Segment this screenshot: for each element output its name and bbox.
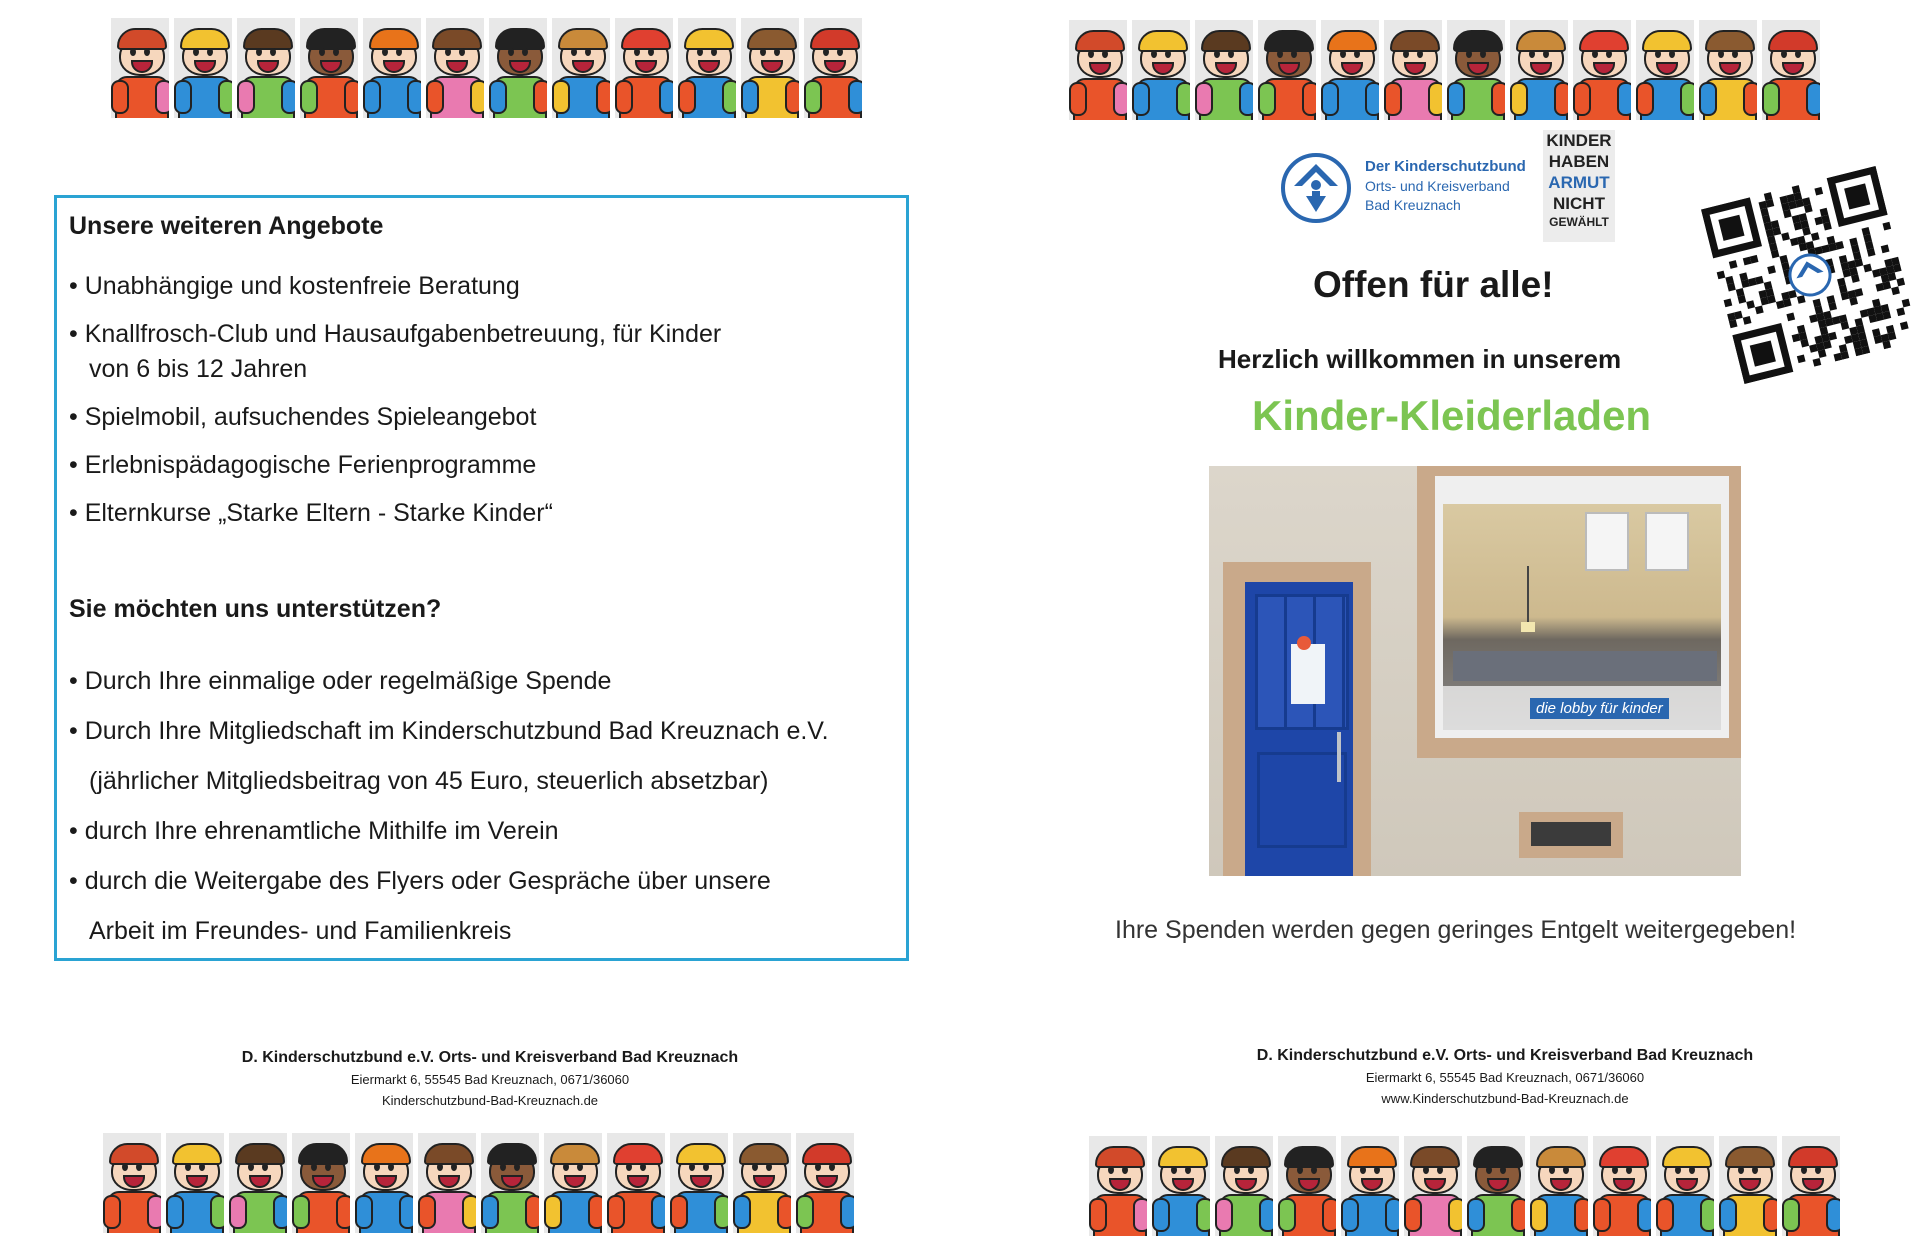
kids-banner-bottom-left: [103, 1133, 859, 1233]
kid-figure-icon: [1593, 1136, 1651, 1236]
kid-figure-icon: [733, 1133, 791, 1233]
kid-figure-icon: [237, 18, 295, 118]
kid-figure-icon: [1069, 20, 1127, 120]
badge-line: HABEN: [1548, 152, 1610, 171]
kid-figure-icon: [166, 1133, 224, 1233]
kid-figure-icon: [1152, 1136, 1210, 1236]
kids-banner-top-left: [111, 18, 867, 118]
footer-address: Eiermarkt 6, 55545 Bad Kreuznach, 0671/36060: [1365, 1070, 1645, 1085]
support-item: • Durch Ihre einmalige oder regelmäßige Spende: [69, 667, 612, 695]
support-item: • Durch Ihre Mitgliedschaft im Kinderschutzbund Bad Kreuznach e.V.: [69, 717, 829, 745]
kid-figure-icon: [1699, 20, 1757, 120]
window-sign: die lobby für kinder: [1530, 698, 1669, 719]
offers-box: [54, 195, 909, 961]
welcome-text: Herzlich willkommen in unserem: [1218, 344, 1622, 374]
kid-figure-icon: [355, 1133, 413, 1233]
footer-right: [1145, 1045, 1865, 1109]
donation-note: Ihre Spenden werden gegen geringes Entgelt weitergegeben!: [1115, 916, 1797, 944]
kid-figure-icon: [1530, 1136, 1588, 1236]
badge-line: GEWÄHLT: [1549, 215, 1609, 229]
kinderschutzbund-logo-icon: [1280, 152, 1352, 224]
blue-door: [1245, 582, 1353, 876]
footer-web[interactable]: www.Kinderschutzbund-Bad-Kreuznach.de: [1381, 1091, 1629, 1106]
kid-figure-icon: [1447, 20, 1505, 120]
kid-figure-icon: [1404, 1136, 1462, 1236]
logo-line2: Orts- und Kreisverband: [1365, 178, 1510, 194]
kid-figure-icon: [489, 18, 547, 118]
badge-line: KINDER: [1546, 131, 1612, 150]
kid-figure-icon: [426, 18, 484, 118]
support-heading: Sie möchten uns unterstützen?: [69, 595, 442, 623]
kid-figure-icon: [292, 1133, 350, 1233]
kid-figure-icon: [1719, 1136, 1777, 1236]
kid-figure-icon: [1195, 20, 1253, 120]
kid-figure-icon: [418, 1133, 476, 1233]
kid-figure-icon: [174, 18, 232, 118]
shop-name: Kinder-Kleiderladen: [1252, 392, 1652, 439]
kid-figure-icon: [1656, 1136, 1714, 1236]
footer-left: [130, 1047, 850, 1111]
kid-figure-icon: [111, 18, 169, 118]
logo-line3: Bad Kreuznach: [1365, 197, 1461, 213]
footer-address: Eiermarkt 6, 55545 Bad Kreuznach, 0671/36060: [350, 1072, 630, 1087]
offer-item: • Elternkurse „Starke Eltern - Starke Kinder“: [69, 499, 553, 527]
kid-figure-icon: [1258, 20, 1316, 120]
kid-figure-icon: [1510, 20, 1568, 120]
offer-item: • Spielmobil, aufsuchendes Spieleangebot: [69, 403, 537, 431]
kid-figure-icon: [1636, 20, 1694, 120]
kid-figure-icon: [1573, 20, 1631, 120]
kid-figure-icon: [804, 18, 862, 118]
kid-figure-icon: [615, 18, 673, 118]
footer-org: D. Kinderschutzbund e.V. Orts- und Kreisverband Bad Kreuznach: [241, 1049, 739, 1066]
kid-figure-icon: [670, 1133, 728, 1233]
kid-figure-icon: [607, 1133, 665, 1233]
support-item-cont: Arbeit im Freundes- und Familienkreis: [89, 917, 512, 945]
offer-item: • Unabhängige und kostenfreie Beratung: [69, 272, 520, 300]
support-item: • durch die Weitergabe des Flyers oder Gespräche über unsere: [69, 867, 771, 895]
kid-figure-icon: [1321, 20, 1379, 120]
qr-code[interactable]: [1701, 166, 1919, 384]
kid-figure-icon: [1278, 1136, 1336, 1236]
kids-banner-bottom-right: [1089, 1136, 1845, 1236]
kid-figure-icon: [300, 18, 358, 118]
qr-code-icon: [1701, 166, 1919, 384]
offer-item: • Knallfrosch-Club und Hausaufgabenbetreuung, für Kinder: [69, 320, 722, 348]
kid-figure-icon: [1782, 1136, 1840, 1236]
footer-org: D. Kinderschutzbund e.V. Orts- und Kreisverband Bad Kreuznach: [1256, 1047, 1754, 1064]
armut-badge: [1543, 130, 1615, 242]
offer-item: • Erlebnispädagogische Ferienprogramme: [69, 451, 537, 479]
kid-figure-icon: [1384, 20, 1442, 120]
footer-web: Kinderschutzbund-Bad-Kreuznach.de: [381, 1093, 599, 1108]
kid-figure-icon: [678, 18, 736, 118]
offer-item-cont: von 6 bis 12 Jahren: [89, 355, 308, 383]
logo-line1: Der Kinderschutzbund: [1365, 158, 1526, 175]
support-item-cont: (jährlicher Mitgliedsbeitrag von 45 Euro, steuerlich absetzbar): [89, 767, 769, 795]
kid-figure-icon: [741, 18, 799, 118]
badge-line: ARMUT: [1548, 173, 1610, 192]
kid-figure-icon: [1341, 1136, 1399, 1236]
headline: Offen für alle!: [1313, 264, 1554, 305]
kid-figure-icon: [1089, 1136, 1147, 1236]
shop-photo: [1209, 466, 1741, 876]
kid-figure-icon: [1467, 1136, 1525, 1236]
kid-figure-icon: [1132, 20, 1190, 120]
kid-figure-icon: [103, 1133, 161, 1233]
kinderschutzbund-logo: [1280, 150, 1530, 225]
kid-figure-icon: [1762, 20, 1820, 120]
kid-figure-icon: [363, 18, 421, 118]
kid-figure-icon: [1215, 1136, 1273, 1236]
kid-figure-icon: [481, 1133, 539, 1233]
kids-banner-top-right: [1069, 20, 1825, 120]
badge-line: NICHT: [1553, 194, 1605, 213]
shop-window: [1435, 476, 1729, 738]
kid-figure-icon: [552, 18, 610, 118]
offers-heading: Unsere weiteren Angebote: [69, 212, 384, 240]
kid-figure-icon: [796, 1133, 854, 1233]
kid-figure-icon: [544, 1133, 602, 1233]
support-item: • durch Ihre ehrenamtliche Mithilfe im Verein: [69, 817, 559, 845]
kid-figure-icon: [229, 1133, 287, 1233]
